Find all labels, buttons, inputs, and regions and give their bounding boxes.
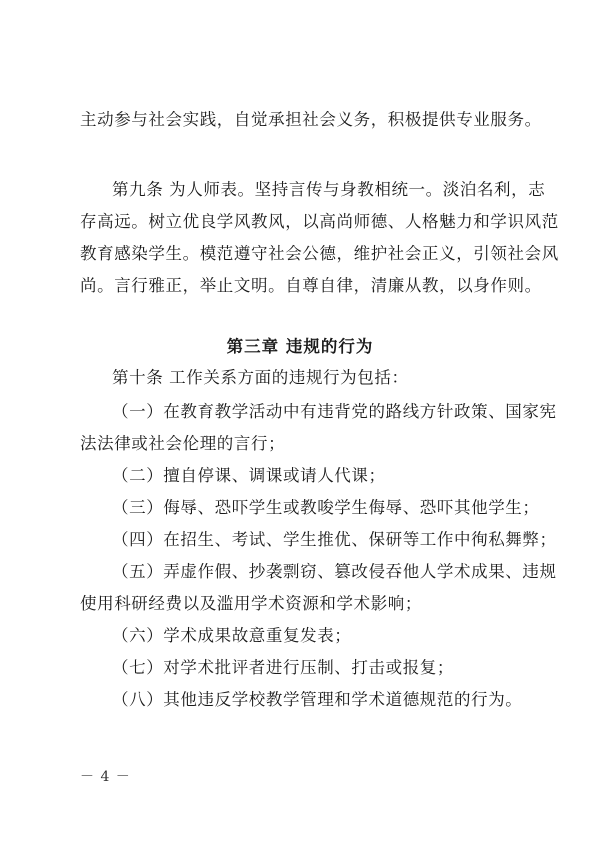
article-9-line: 教育感染学生。模范遵守社会公德，维护社会正义，引领社会风	[80, 244, 559, 263]
article-10-intro: 第十条 工作关系方面的违规行为包括：	[112, 368, 409, 387]
list-item-4: （四）在招生、考试、学生推优、保研等工作中徇私舞弊；	[112, 530, 557, 549]
list-item-7: （七）对学术批评者进行压制、打击或报复；	[112, 658, 454, 677]
list-item-3: （三）侮辱、恐吓学生或教唆学生侮辱、恐吓其他学生；	[112, 498, 540, 517]
article-9-line: 第九条 为人师表。坚持言传与身教相统一。淡泊名利，志	[112, 180, 546, 199]
paragraph-line: 主动参与社会实践，自觉承担社会义务，积极提供专业服务。	[80, 110, 542, 129]
list-item-8: （八）其他违反学校教学管理和学术道德规范的行为。	[112, 690, 523, 709]
list-item-1-continuation: 法法律或社会伦理的言行；	[80, 434, 286, 453]
chapter-heading: 第三章 违规的行为	[226, 337, 374, 356]
article-9-line: 尚。言行雅正，举止文明。自尊自律，清廉从教，以身作则。	[80, 276, 542, 295]
list-item-2: （二）擅自停课、调课或请人代课；	[112, 466, 386, 485]
list-item-5: （五）弄虚作假、抄袭剽窃、篡改侵吞他人学术成果、违规	[112, 562, 557, 581]
article-9-line: 存高远。树立优良学风教风，以高尚师德、人格魅力和学识风范	[80, 212, 559, 231]
list-item-1: （一）在教育教学活动中有违背党的路线方针政策、国家宪	[112, 402, 557, 421]
list-item-5-continuation: 使用科研经费以及滥用学术资源和学术影响；	[80, 594, 422, 613]
list-item-6: （六）学术成果故意重复发表；	[112, 626, 352, 645]
page-number: － 4 －	[80, 769, 131, 785]
